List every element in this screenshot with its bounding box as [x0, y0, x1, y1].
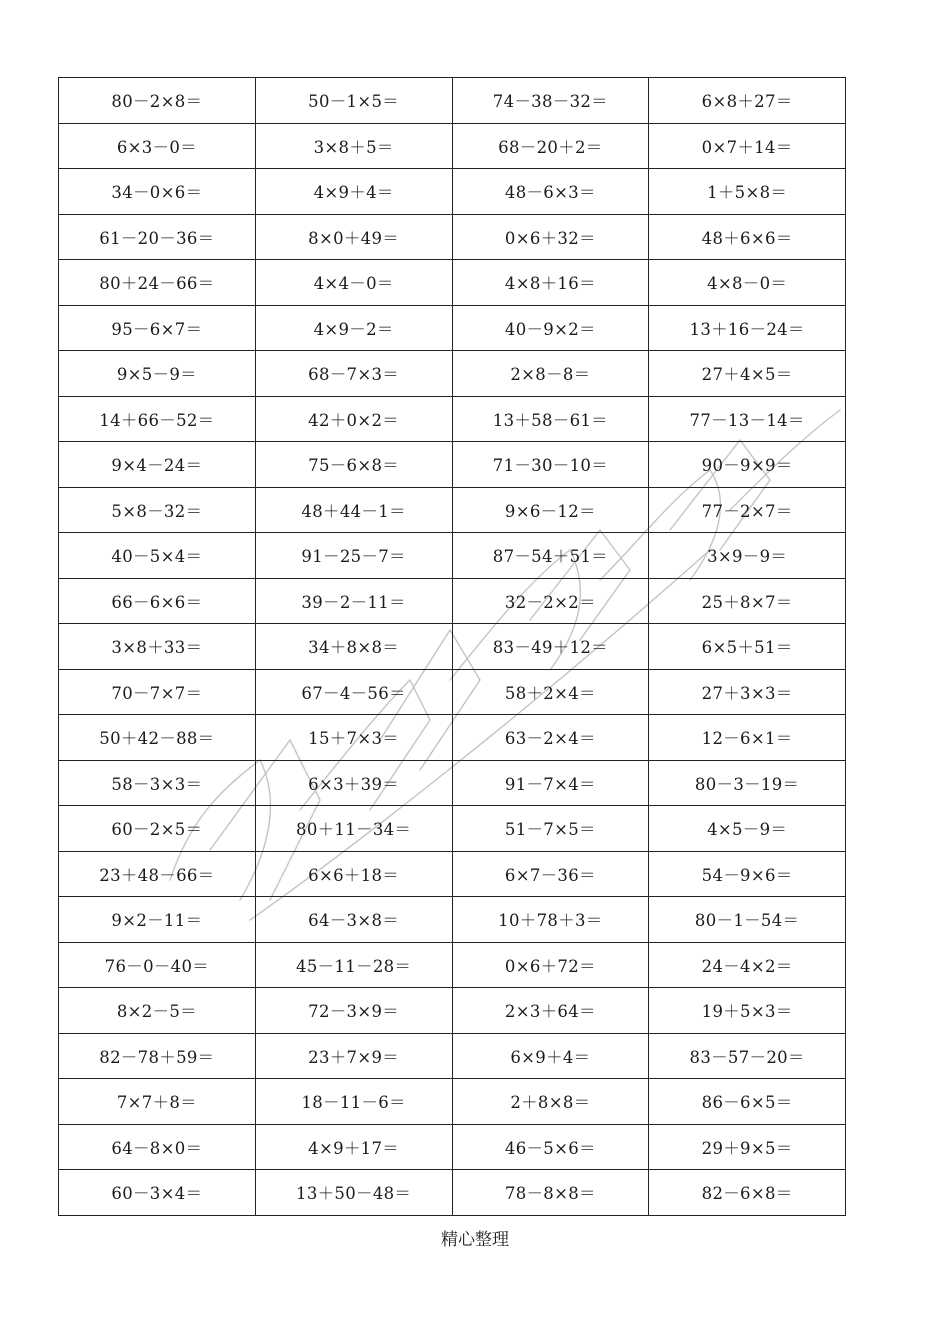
- equation-cell: 32－2×2＝: [452, 578, 649, 624]
- equation-cell: 13＋16－24＝: [649, 305, 846, 351]
- equation-cell: 8×2－5＝: [59, 988, 256, 1034]
- table-row: [59, 1079, 846, 1125]
- equation-cell: 12－6×1＝: [649, 715, 846, 761]
- table-row: [59, 1124, 846, 1170]
- equation-cell: 0×6＋72＝: [452, 942, 649, 988]
- table-row: [59, 260, 846, 306]
- table-row: [59, 169, 846, 215]
- equation-cell: 83－49＋12＝: [452, 624, 649, 670]
- equation-cell: 34＋8×8＝: [255, 624, 452, 670]
- equation-cell: 1＋5×8＝: [649, 169, 846, 215]
- equation-cell: 50＋42－88＝: [59, 715, 256, 761]
- equation-cell: 58＋2×4＝: [452, 669, 649, 715]
- equation-cell: 39－2－11＝: [255, 578, 452, 624]
- table-row: [59, 1170, 846, 1216]
- equation-cell: 68－20＋2＝: [452, 123, 649, 169]
- equation-cell: 46－5×6＝: [452, 1124, 649, 1170]
- table-row: [59, 305, 846, 351]
- equation-cell: 40－9×2＝: [452, 305, 649, 351]
- equation-cell: 6×5＋51＝: [649, 624, 846, 670]
- equation-cell: 67－4－56＝: [255, 669, 452, 715]
- equation-cell: 6×7－36＝: [452, 851, 649, 897]
- equation-cell: 18－11－6＝: [255, 1079, 452, 1125]
- equation-cell: 76－0－40＝: [59, 942, 256, 988]
- table-row: [59, 624, 846, 670]
- equation-cell: 23＋7×9＝: [255, 1033, 452, 1079]
- table-row: [59, 851, 846, 897]
- table-row: [59, 396, 846, 442]
- table-row: [59, 942, 846, 988]
- table-row: [59, 1033, 846, 1079]
- equation-cell: 9×4－24＝: [59, 442, 256, 488]
- table-row: [59, 669, 846, 715]
- equation-cell: 87－54＋51＝: [452, 533, 649, 579]
- table-row: [59, 442, 846, 488]
- equation-cell: 68－7×3＝: [255, 351, 452, 397]
- equation-cell: 64－8×0＝: [59, 1124, 256, 1170]
- equation-cell: 5×8－32＝: [59, 487, 256, 533]
- equation-cell: 24－4×2＝: [649, 942, 846, 988]
- equation-cell: 64－3×8＝: [255, 897, 452, 943]
- equation-cell: 45－11－28＝: [255, 942, 452, 988]
- equation-cell: 51－7×5＝: [452, 806, 649, 852]
- equation-cell: 63－2×4＝: [452, 715, 649, 761]
- arithmetic-table: [58, 77, 846, 1216]
- equation-cell: 4×9＋17＝: [255, 1124, 452, 1170]
- equation-cell: 48＋44－1＝: [255, 487, 452, 533]
- equation-cell: 27＋4×5＝: [649, 351, 846, 397]
- equation-cell: 50－1×5＝: [255, 78, 452, 124]
- equation-cell: 58－3×3＝: [59, 760, 256, 806]
- equation-cell: 7×7＋8＝: [59, 1079, 256, 1125]
- equation-cell: 78－8×8＝: [452, 1170, 649, 1216]
- equation-cell: 91－7×4＝: [452, 760, 649, 806]
- equation-cell: 77－13－14＝: [649, 396, 846, 442]
- equation-cell: 61－20－36＝: [59, 214, 256, 260]
- equation-cell: 80＋11－34＝: [255, 806, 452, 852]
- equation-cell: 4×8＋16＝: [452, 260, 649, 306]
- equation-cell: 95－6×7＝: [59, 305, 256, 351]
- equation-cell: 71－30－10＝: [452, 442, 649, 488]
- table-row: [59, 760, 846, 806]
- equation-cell: 91－25－7＝: [255, 533, 452, 579]
- table-row: [59, 487, 846, 533]
- equation-cell: 9×6－12＝: [452, 487, 649, 533]
- table-row: [59, 578, 846, 624]
- equation-cell: 9×2－11＝: [59, 897, 256, 943]
- equation-cell: 27＋3×3＝: [649, 669, 846, 715]
- arithmetic-table-body: [59, 78, 846, 1216]
- equation-cell: 23＋48－66＝: [59, 851, 256, 897]
- equation-cell: 83－57－20＝: [649, 1033, 846, 1079]
- footer-caption: 精心整理: [441, 1230, 509, 1250]
- table-row: [59, 351, 846, 397]
- table-row: [59, 715, 846, 761]
- equation-cell: 6×9＋4＝: [452, 1033, 649, 1079]
- equation-cell: 60－2×5＝: [59, 806, 256, 852]
- equation-cell: 48＋6×6＝: [649, 214, 846, 260]
- equation-cell: 4×9＋4＝: [255, 169, 452, 215]
- equation-cell: 4×5－9＝: [649, 806, 846, 852]
- table-row: [59, 214, 846, 260]
- equation-cell: 6×3－0＝: [59, 123, 256, 169]
- equation-cell: 77－2×7＝: [649, 487, 846, 533]
- equation-cell: 66－6×6＝: [59, 578, 256, 624]
- equation-cell: 4×8－0＝: [649, 260, 846, 306]
- equation-cell: 48－6×3＝: [452, 169, 649, 215]
- equation-cell: 2＋8×8＝: [452, 1079, 649, 1125]
- equation-cell: 15＋7×3＝: [255, 715, 452, 761]
- table-row: [59, 806, 846, 852]
- equation-cell: 75－6×8＝: [255, 442, 452, 488]
- equation-cell: 19＋5×3＝: [649, 988, 846, 1034]
- equation-cell: 9×5－9＝: [59, 351, 256, 397]
- equation-cell: 82－78＋59＝: [59, 1033, 256, 1079]
- equation-cell: 82－6×8＝: [649, 1170, 846, 1216]
- equation-cell: 0×6＋32＝: [452, 214, 649, 260]
- equation-cell: 29＋9×5＝: [649, 1124, 846, 1170]
- equation-cell: 0×7＋14＝: [649, 123, 846, 169]
- equation-cell: 3×8＋5＝: [255, 123, 452, 169]
- table-row: [59, 123, 846, 169]
- equation-cell: 60－3×4＝: [59, 1170, 256, 1216]
- equation-cell: 8×0＋49＝: [255, 214, 452, 260]
- equation-cell: 2×3＋64＝: [452, 988, 649, 1034]
- equation-cell: 4×9－2＝: [255, 305, 452, 351]
- equation-cell: 25＋8×7＝: [649, 578, 846, 624]
- equation-cell: 54－9×6＝: [649, 851, 846, 897]
- equation-cell: 80－2×8＝: [59, 78, 256, 124]
- equation-cell: 6×3＋39＝: [255, 760, 452, 806]
- equation-cell: 13＋50－48＝: [255, 1170, 452, 1216]
- equation-cell: 2×8－8＝: [452, 351, 649, 397]
- equation-cell: 80－3－19＝: [649, 760, 846, 806]
- equation-cell: 80－1－54＝: [649, 897, 846, 943]
- table-row: [59, 897, 846, 943]
- equation-cell: 72－3×9＝: [255, 988, 452, 1034]
- table-row: [59, 78, 846, 124]
- equation-cell: 14＋66－52＝: [59, 396, 256, 442]
- equation-cell: 13＋58－61＝: [452, 396, 649, 442]
- equation-cell: 74－38－32＝: [452, 78, 649, 124]
- equation-cell: 86－6×5＝: [649, 1079, 846, 1125]
- equation-cell: 3×9－9＝: [649, 533, 846, 579]
- equation-cell: 34－0×6＝: [59, 169, 256, 215]
- equation-cell: 3×8＋33＝: [59, 624, 256, 670]
- equation-cell: 6×8＋27＝: [649, 78, 846, 124]
- table-row: [59, 533, 846, 579]
- equation-cell: 70－7×7＝: [59, 669, 256, 715]
- equation-cell: 10＋78＋3＝: [452, 897, 649, 943]
- equation-cell: 4×4－0＝: [255, 260, 452, 306]
- equation-cell: 6×6＋18＝: [255, 851, 452, 897]
- equation-cell: 90－9×9＝: [649, 442, 846, 488]
- equation-cell: 40－5×4＝: [59, 533, 256, 579]
- table-row: [59, 988, 846, 1034]
- equation-cell: 42＋0×2＝: [255, 396, 452, 442]
- equation-cell: 80＋24－66＝: [59, 260, 256, 306]
